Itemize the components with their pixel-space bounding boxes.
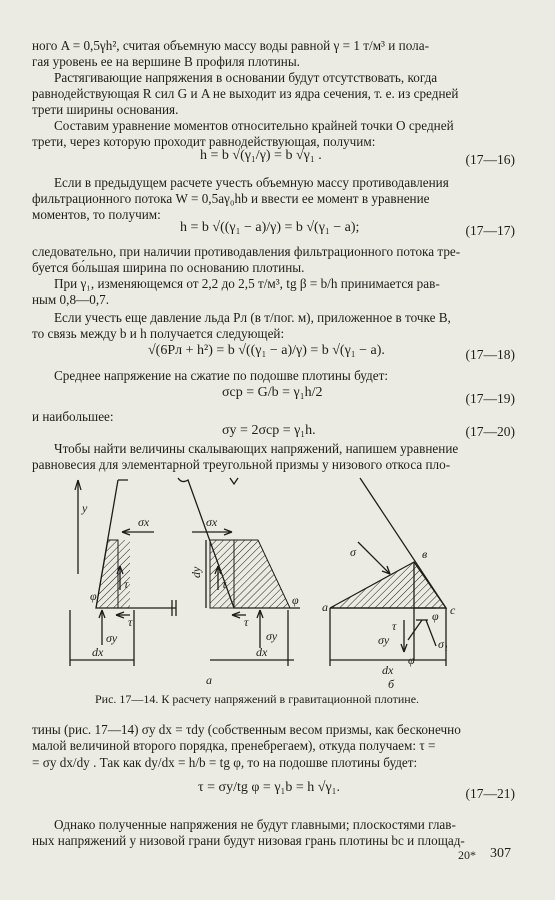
label-b: в xyxy=(422,547,428,561)
label-tau: τ xyxy=(128,615,133,629)
label-part-b: б xyxy=(388,677,395,690)
equation-number: (17—20) xyxy=(465,424,515,439)
label-sigma-y-b: σy xyxy=(378,633,390,647)
signature-mark: 20* xyxy=(458,848,476,862)
text-line: Однако полученные напряжения не будут главными; плоскостями глав- xyxy=(54,817,456,832)
text-line: тины (рис. 17—14) σy dx = τdy (собственным весом призмы, как бесконечно xyxy=(32,722,461,737)
equation-number: (17—19) xyxy=(465,391,515,406)
text-line: гая уровень ее на вершине B профиля плотины. xyxy=(32,54,300,69)
label-a: a xyxy=(322,600,328,614)
text-line: Если учесть еще давление льда Pл (в т/пог. м), приложенное в точке B, xyxy=(54,310,451,325)
label-sigma-y: σy xyxy=(106,631,118,645)
label-part-a: a xyxy=(206,673,212,687)
text-line: буется бо́льшая ширина по основанию плотины. xyxy=(32,260,305,275)
label-c: c xyxy=(450,603,456,617)
label-sigma-x: σx xyxy=(206,515,218,529)
label-y: y xyxy=(82,501,88,515)
text-line: Если в предыдущем расчете учесть объемную массу противодавления xyxy=(54,175,449,190)
label-dx: dx xyxy=(256,645,268,659)
text-line: трети ширины основания. xyxy=(32,102,179,117)
text-line: Чтобы найти величины скалывающих напряжений, напишем уравнение xyxy=(54,441,459,456)
text-line: ным 0,8—0,7. xyxy=(32,292,110,307)
equation: τ = σy/tg φ = γ₁b = h √γ₁. xyxy=(198,780,341,795)
equation: h = b √(γ₁/γ) = b √γ₁ . xyxy=(200,148,322,163)
text-line: то связь между b и h получается следующей: xyxy=(32,326,285,341)
text-line: трети, через которую проходит равнодействующая, получим: xyxy=(32,134,376,149)
equation: √(6Pл + h²) = b √((γ₁ − a)/γ) = b √(γ₁ − a). xyxy=(148,343,385,358)
label-tau-b: τ xyxy=(392,619,397,633)
label-phi-b: φ xyxy=(432,609,439,623)
text-line: и наибольшее: xyxy=(32,409,114,424)
equation-number: (17—16) xyxy=(465,152,515,167)
dam-stress-figure xyxy=(60,470,500,690)
text-line: следовательно, при наличии противодавления фильтрационного потока тре- xyxy=(32,244,461,259)
equation-number: (17—17) xyxy=(465,223,515,238)
text-line: моментов, то получим: xyxy=(32,207,161,222)
label-dy: dy xyxy=(189,566,203,578)
equation-number: (17—18) xyxy=(465,347,515,362)
label-sigma: σ xyxy=(350,545,356,559)
label-tau: τ xyxy=(244,615,249,629)
label-tau: τ xyxy=(222,577,227,591)
text-line: ного A = 0,5γh², считая объемную массу воды равной γ = 1 т/м³ и пола- xyxy=(32,38,429,53)
label-phi: φ xyxy=(292,593,299,607)
text-line: фильтрационного потока W = 0,5aγ₀hb и ввести ее момент в уравнение xyxy=(32,191,430,206)
text-line: Среднее напряжение на сжатие по подошве плотины будет: xyxy=(54,368,389,383)
label-sigma-y: σy xyxy=(266,629,278,643)
text-line: малой величиной второго порядка, пренебрегаем), откуда получаем: τ = xyxy=(32,738,436,753)
label-sigma-x: σx xyxy=(138,515,150,529)
text-line: равнодействующая R сил G и A не выходит из ядра сечения, т. е. из средней xyxy=(32,86,459,101)
figure-caption: Рис. 17—14. К расчету напряжений в гравитационной плотине. xyxy=(95,692,420,706)
text-line: Растягивающие напряжения в основании будут отсутствовать, когда xyxy=(54,70,438,85)
label-phi-c: φ xyxy=(408,653,415,667)
text-line: = σy dx/dy . Так как dy/dx = h/b = tg φ, то на подошве плотины будет: xyxy=(32,755,418,770)
text-line: ных напряжений у низовой грани будут низовая грань плотины bc и площад- xyxy=(32,833,465,848)
text-line: Составим уравнение моментов относительно крайней точки O средней xyxy=(54,118,454,133)
label-tau: τ xyxy=(124,577,129,591)
text-line: При γ₁, изменяющемся от 2,2 до 2,5 т/м³, tg β = b/h принимается рав- xyxy=(54,276,440,291)
page-number: 307 xyxy=(490,846,511,861)
equation: σcp = G/b = γ₁h/2 xyxy=(222,385,323,400)
equation: σy = 2σcp = γ₁h. xyxy=(222,423,316,438)
label-sigma-1: σ₁ xyxy=(438,637,449,651)
label-dx-b: dx xyxy=(382,663,394,677)
label-phi: φ xyxy=(90,589,97,603)
equation-number: (17—21) xyxy=(465,786,515,801)
text-line: равновесия для элементарной треугольной призмы у низового откоса пло- xyxy=(32,457,451,472)
equation: h = b √((γ₁ − a)/γ) = b √(γ₁ − a); xyxy=(180,220,360,235)
label-dx: dx xyxy=(92,645,104,659)
